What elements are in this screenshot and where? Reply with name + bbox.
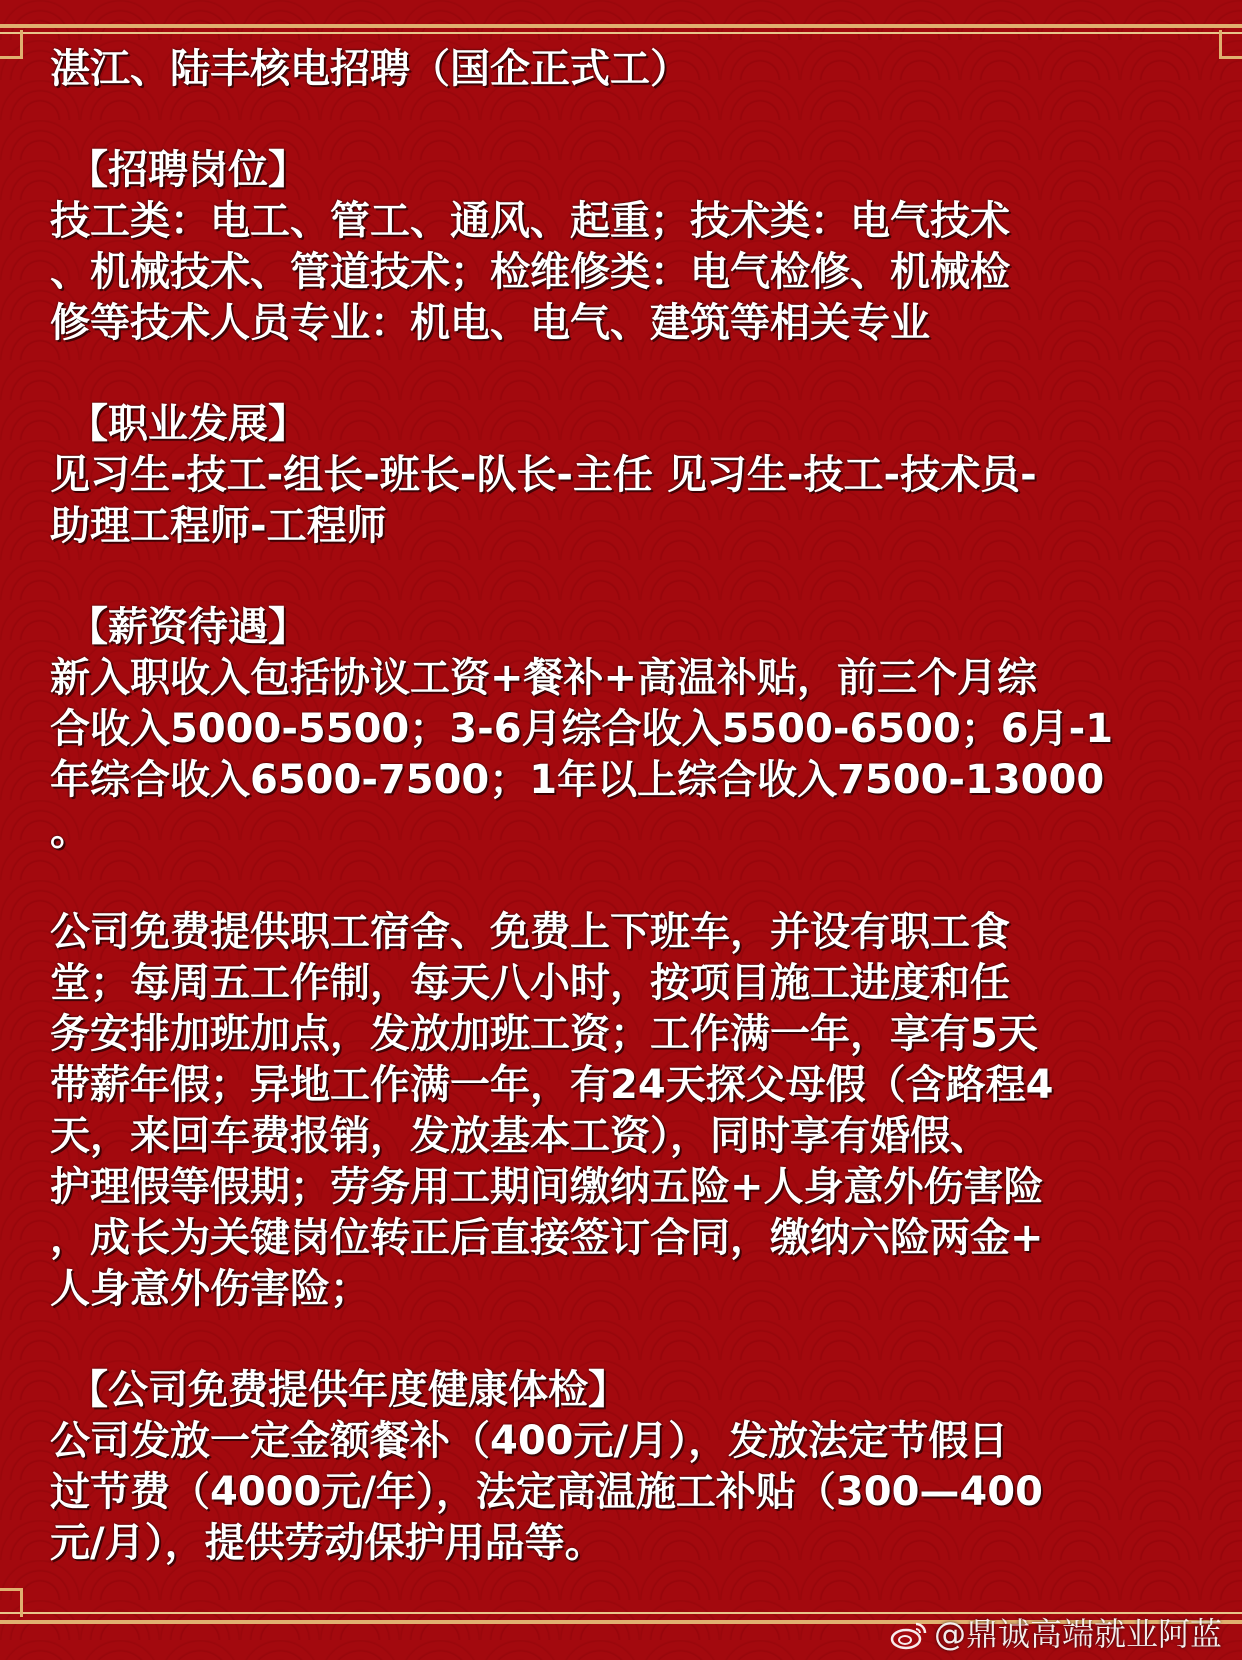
positions-heading: 【招聘岗位】 <box>68 147 308 193</box>
weibo-icon <box>890 1619 928 1649</box>
top-border <box>0 24 1242 28</box>
post-content <box>50 44 1200 1569</box>
benefits-line: 堂；每周五工作制，每天八小时，按项目施工进度和任 <box>50 960 1010 1006</box>
benefits-line: 带薪年假；异地工作满一年，有24天探父母假（含路程4 <box>50 1062 1054 1108</box>
benefits-line: 公司免费提供职工宿舍、免费上下班车，并设有职工食 <box>50 909 1010 955</box>
health-line: 过节费（4000元/年），法定高温施工补贴（300—400 <box>50 1469 1043 1515</box>
top-border-inner <box>0 32 1242 34</box>
positions-line: 技工类：电工、管工、通风、起重；技术类：电气技术 <box>50 198 1010 244</box>
health-line: 公司发放一定金额餐补（400元/月），发放法定节假日 <box>50 1418 1009 1464</box>
health-heading: 【公司免费提供年度健康体检】 <box>68 1367 628 1413</box>
salary-line: 合收入5000-5500；3-6月综合收入5500-6500；6月-1 <box>50 706 1114 752</box>
salary-line: 新入职收入包括协议工资+餐补+高温补贴，前三个月综 <box>50 655 1038 701</box>
career-heading: 【职业发展】 <box>68 401 308 447</box>
health-line: 元/月），提供劳动保护用品等。 <box>50 1520 605 1566</box>
salary-line: 年综合收入6500-7500；1年以上综合收入7500-13000 <box>50 757 1105 803</box>
post-title: 湛江、陆丰核电招聘（国企正式工） <box>50 46 690 92</box>
watermark-text: @鼎诚高端就业阿蓝 <box>933 1615 1222 1653</box>
salary-heading: 【薪资待遇】 <box>68 604 308 650</box>
benefits-line: 务安排加班加点，发放加班工资；工作满一年，享有5天 <box>50 1011 1038 1057</box>
benefits-line: 人身意外伤害险； <box>50 1266 370 1312</box>
benefits-line: ，成长为关键岗位转正后直接签订合同，缴纳六险两金+ <box>50 1215 1044 1261</box>
weibo-watermark <box>890 1614 1222 1654</box>
benefits-line: 护理假等假期；劳务用工期间缴纳五险+人身意外伤害险 <box>50 1164 1044 1210</box>
career-line: 见习生-技工-组长-班长-队长-主任 见习生-技工-技术员- <box>50 452 1037 498</box>
salary-line: 。 <box>50 808 90 854</box>
positions-line: 修等技术人员专业：机电、电气、建筑等相关专业 <box>50 300 930 346</box>
top-right-corner-ornament <box>1219 30 1242 59</box>
benefits-line: 天，来回车费报销，发放基本工资），同时享有婚假、 <box>50 1113 990 1159</box>
bottom-left-corner-ornament <box>0 1588 23 1617</box>
positions-line: 、机械技术、管道技术；检维修类：电气检修、机械检 <box>50 249 1010 295</box>
career-line: 助理工程师-工程师 <box>50 503 387 549</box>
top-left-corner-ornament <box>0 30 23 59</box>
